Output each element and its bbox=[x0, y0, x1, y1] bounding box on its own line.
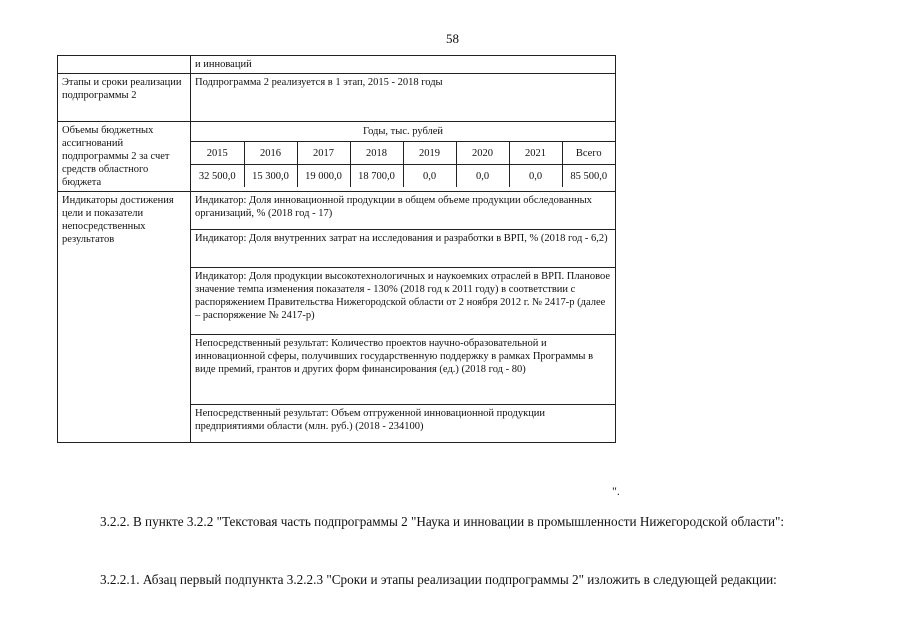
year-cell-total: Всего bbox=[562, 142, 615, 165]
budget-amounts-row bbox=[191, 165, 615, 188]
paragraph-3-2-2: 3.2.2. В пункте 3.2.2 "Текстовая часть подпрограммы 2 "Наука и инновации в промышленности Нижегородской области": bbox=[100, 514, 785, 529]
indicator-item: Индикатор: Доля продукции высокотехнологичных и наукоемких отраслей в ВРП. Плановое значение темпа изменения показателя - 130% (2018 год к 2011 году) в соответствии с распоряжением Правительства Нижегородской области от 2 ноября 2012 г. № 2417-р (далее – распоряжение № 2417-р) bbox=[191, 268, 616, 335]
indicator-item: Индикатор: Доля инновационной продукции в общем объеме продукции обследованных организаций, % (2018 год - 17) bbox=[191, 192, 616, 230]
stages-label: Этапы и сроки реализации подпрограммы 2 bbox=[58, 74, 191, 122]
budget-caption-row bbox=[191, 122, 615, 142]
year-cell: 2016 bbox=[244, 142, 297, 165]
year-cell: 2017 bbox=[297, 142, 350, 165]
result-item: Непосредственный результат: Объем отгруженной инновационной продукции предприятиями области (млн. руб.) (2018 - 234100) bbox=[191, 405, 616, 443]
year-cell: 2020 bbox=[456, 142, 509, 165]
year-cell: 2021 bbox=[509, 142, 562, 165]
indicators-label: Индикаторы достижения цели и показатели непосредственных результатов bbox=[58, 192, 191, 443]
result-item: Непосредственный результат: Количество проектов научно-образовательной и инновационной сферы, получивших государственную поддержку в рамках Программы в виде премий, грантов и других форм финансирования (ед.) (2018 год - 80) bbox=[191, 335, 616, 405]
budget-cell bbox=[191, 122, 616, 192]
year-cell: 2019 bbox=[403, 142, 456, 165]
table-row-stages bbox=[58, 74, 616, 122]
table-row-budget bbox=[58, 122, 616, 192]
amount-cell: 32 500,0 bbox=[191, 165, 244, 188]
amount-cell: 15 300,0 bbox=[244, 165, 297, 188]
closing-quote: ". bbox=[612, 484, 620, 498]
budget-caption: Годы, тыс. рублей bbox=[191, 122, 615, 142]
amount-cell: 19 000,0 bbox=[297, 165, 350, 188]
amount-cell-total: 85 500,0 bbox=[562, 165, 615, 188]
table-row-header bbox=[58, 56, 616, 74]
table-row-indicator bbox=[58, 192, 616, 230]
budget-label: Объемы бюджетных ассигнований подпрограммы 2 за счет средств областного бюджета bbox=[58, 122, 191, 192]
stages-value: Подпрограмма 2 реализуется в 1 этап, 2015 - 2018 годы bbox=[191, 74, 616, 122]
amount-cell: 0,0 bbox=[509, 165, 562, 188]
paragraph-3-2-2-1: 3.2.2.1. Абзац первый подпункта 3.2.2.3 "Сроки и этапы реализации подпрограммы 2" изложить в следующей редакции: bbox=[100, 572, 777, 587]
budget-table bbox=[191, 122, 615, 187]
header-label-cell bbox=[58, 56, 191, 74]
budget-years-row bbox=[191, 142, 615, 165]
year-cell: 2015 bbox=[191, 142, 244, 165]
amount-cell: 18 700,0 bbox=[350, 165, 403, 188]
year-cell: 2018 bbox=[350, 142, 403, 165]
subprogram-passport-table bbox=[57, 55, 616, 443]
header-continuation: и инноваций bbox=[191, 56, 616, 74]
amount-cell: 0,0 bbox=[456, 165, 509, 188]
amount-cell: 0,0 bbox=[403, 165, 456, 188]
page-number: 58 bbox=[446, 31, 459, 46]
indicator-item: Индикатор: Доля внутренних затрат на исследования и разработки в ВРП, % (2018 год - 6,2) bbox=[191, 230, 616, 268]
